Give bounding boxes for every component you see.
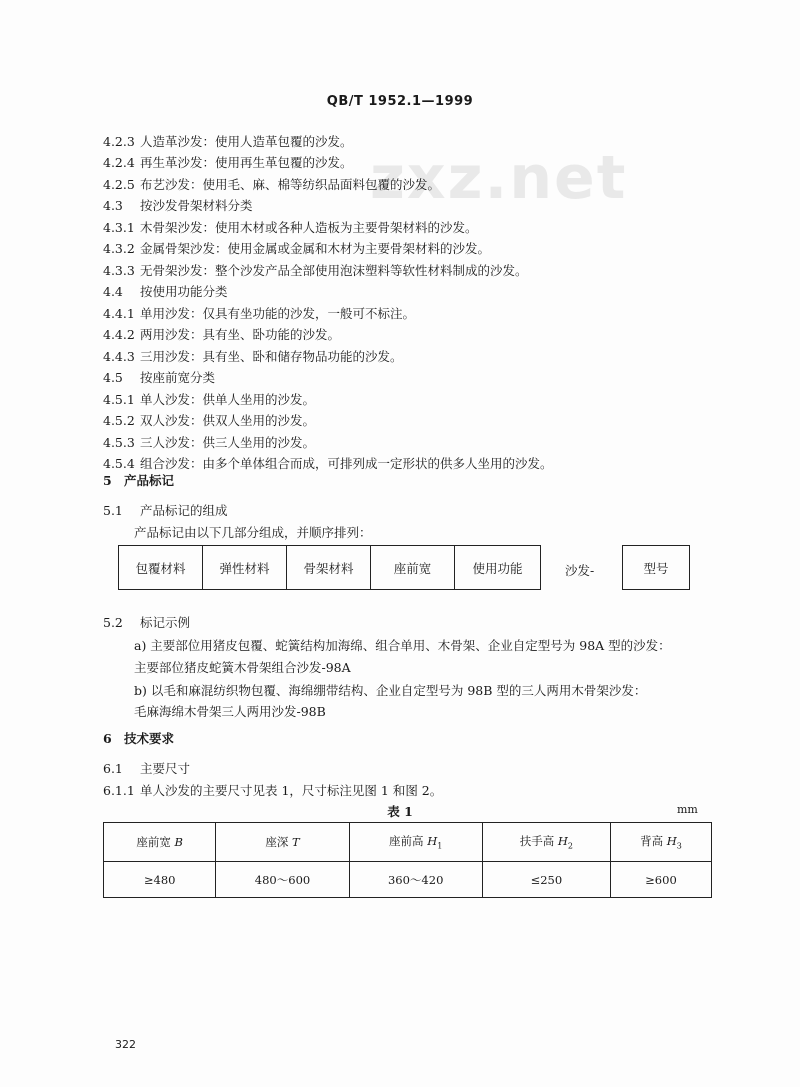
- section-number: 6: [103, 731, 112, 746]
- clause-text: 无骨架沙发：整个沙发产品全部使用泡沫塑料等软性材料制成的沙发。: [140, 263, 528, 278]
- table-row: [104, 862, 712, 898]
- table-header-row: [104, 823, 712, 862]
- clause-4-3-1: [103, 220, 478, 236]
- clause-number: 4.2.4: [103, 155, 135, 170]
- header-variable: H: [666, 834, 677, 849]
- header-variable: H: [427, 834, 438, 849]
- clause-text: 三用沙发：具有坐、卧和储存物品功能的沙发。: [140, 349, 403, 364]
- header-subscript: 2: [567, 841, 573, 851]
- clause-number: 4.3.3: [103, 263, 135, 278]
- clause-4-5-3: [103, 435, 315, 451]
- table-header-cell: [349, 823, 482, 862]
- table-cell: ≤250: [482, 862, 610, 898]
- page-number: 322: [115, 1038, 136, 1051]
- marking-cell: 使用功能: [454, 545, 541, 590]
- table-caption: 表 1: [387, 804, 413, 819]
- clause-number: 4.5.1: [103, 392, 135, 407]
- clause-text: 标记示例: [140, 615, 191, 630]
- marking-suffix: 沙发-: [565, 563, 595, 578]
- clause-number: 4.4.3: [103, 349, 135, 364]
- header-text: 座前宽: [136, 835, 175, 849]
- clause-4-4: [103, 284, 228, 300]
- clause-text: 再生革沙发：使用再生革包覆的沙发。: [140, 155, 353, 170]
- section-6-heading: [103, 731, 174, 747]
- clause-number: 4.5: [103, 370, 123, 385]
- header-subscript: 1: [437, 841, 443, 851]
- clause-text: 按使用功能分类: [140, 284, 228, 299]
- clause-number: 4.3: [103, 198, 123, 213]
- clause-text: 三人沙发：供三人坐用的沙发。: [140, 435, 316, 450]
- clause-text: 单用沙发：仅具有坐功能的沙发，一般可不标注。: [140, 306, 416, 321]
- table-header-cell: [216, 823, 349, 862]
- clause-text: 产品标记的组成: [140, 503, 228, 518]
- header-text: 座前高: [389, 834, 428, 849]
- watermark: zxz.net: [370, 143, 628, 213]
- clause-4-4-2: [103, 327, 340, 343]
- header-text: 背高: [640, 834, 667, 849]
- clause-text: 双人沙发：供双人坐用的沙发。: [140, 413, 316, 428]
- section-5-heading: [103, 473, 174, 489]
- table-cell: 360～420: [349, 862, 482, 898]
- clause-number: 5.2: [103, 615, 123, 630]
- example-line: a) 主要部位用猪皮包覆、蛇簧结构加海绵、组合单用、木骨架、企业自定型号为 98A 型的沙发：: [134, 638, 671, 653]
- marking-cell: 骨架材料: [286, 545, 371, 590]
- section-title: 技术要求: [124, 731, 175, 746]
- clause-4-4-3: [103, 349, 403, 365]
- clause-text: 两用沙发：具有坐、卧功能的沙发。: [140, 327, 341, 342]
- header-variable: H: [557, 834, 568, 849]
- marking-cell: 包覆材料: [118, 545, 203, 590]
- marking-cell: 弹性材料: [202, 545, 287, 590]
- header-text: 扶手高: [519, 834, 558, 849]
- clause-4-5: [103, 370, 215, 386]
- section-number: 5: [103, 473, 112, 488]
- table-header-cell: [104, 823, 216, 862]
- clause-number: 4.4: [103, 284, 123, 299]
- section-title: 产品标记: [124, 473, 175, 488]
- clause-4-3-2: [103, 241, 490, 257]
- header-text: 座深: [265, 835, 292, 849]
- clause-number: 4.5.2: [103, 413, 135, 428]
- table-cell: ≥480: [104, 862, 216, 898]
- clause-5-1: [103, 503, 228, 519]
- clause-4-4-1: [103, 306, 415, 322]
- clause-number: 4.4.1: [103, 306, 135, 321]
- page-header: QB/T 1952.1—1999: [326, 94, 474, 109]
- example-line: 主要部位猪皮蛇簧木骨架组合沙发-98A: [134, 660, 351, 675]
- clause-4-5-2: [103, 413, 315, 429]
- marking-intro: 产品标记由以下几部分组成，并顺序排列：: [134, 525, 372, 540]
- table-header-cell: [482, 823, 610, 862]
- clause-number: 4.2.3: [103, 134, 135, 149]
- clause-number: 4.3.1: [103, 220, 135, 235]
- clause-5-2: [103, 615, 190, 631]
- clause-number: 4.4.2: [103, 327, 135, 342]
- example-line: 毛麻海绵木骨架三人两用沙发-98B: [134, 704, 326, 719]
- clause-4-2-3: [103, 134, 353, 150]
- clause-6-1: [103, 761, 190, 777]
- clause-4-5-1: [103, 392, 315, 408]
- clause-text: 按沙发骨架材料分类: [140, 198, 253, 213]
- clause-4-2-4: [103, 155, 353, 171]
- marking-cell: 座前宽: [370, 545, 455, 590]
- clause-text: 木骨架沙发：使用木材或各种人造板为主要骨架材料的沙发。: [140, 220, 478, 235]
- header-subscript: 3: [676, 841, 682, 851]
- clause-4-3-3: [103, 263, 528, 279]
- clause-number: 6.1.1: [103, 783, 135, 798]
- clause-text: 单人沙发的主要尺寸见表 1，尺寸标注见图 1 和图 2。: [140, 783, 443, 798]
- clause-6-1-1: [103, 783, 442, 799]
- clause-number: 5.1: [103, 503, 123, 518]
- clause-4-3: [103, 198, 253, 214]
- clause-text: 单人沙发：供单人坐用的沙发。: [140, 392, 316, 407]
- table-cell: ≥600: [610, 862, 711, 898]
- clause-number: 4.5.3: [103, 435, 135, 450]
- clause-number: 4.2.5: [103, 177, 135, 192]
- table-header-cell: [610, 823, 711, 862]
- clause-4-5-4: [103, 456, 553, 472]
- clause-text: 布艺沙发：使用毛、麻、棉等纺织品面料包覆的沙发。: [140, 177, 441, 192]
- header-variable: T: [291, 835, 300, 849]
- clause-4-2-5: [103, 177, 440, 193]
- table-cell: 480～600: [216, 862, 349, 898]
- example-line: b) 以毛和麻混纺织物包覆、海绵绷带结构、企业自定型号为 98B 型的三人两用木骨架沙发：: [134, 683, 647, 698]
- marking-model-box: 型号: [622, 545, 690, 590]
- clause-text: 组合沙发：由多个单体组合而成，可排列成一定形状的供多人坐用的沙发。: [140, 456, 553, 471]
- clause-number: 6.1: [103, 761, 123, 776]
- clause-number: 4.5.4: [103, 456, 135, 471]
- dimension-table: [103, 822, 712, 898]
- clause-text: 人造革沙发：使用人造革包覆的沙发。: [140, 134, 353, 149]
- table-unit: mm: [677, 803, 698, 816]
- clause-number: 4.3.2: [103, 241, 135, 256]
- clause-text: 按座前宽分类: [140, 370, 216, 385]
- header-variable: B: [174, 835, 183, 849]
- clause-text: 主要尺寸: [140, 761, 191, 776]
- clause-text: 金属骨架沙发：使用金属或金属和木材为主要骨架材料的沙发。: [140, 241, 491, 256]
